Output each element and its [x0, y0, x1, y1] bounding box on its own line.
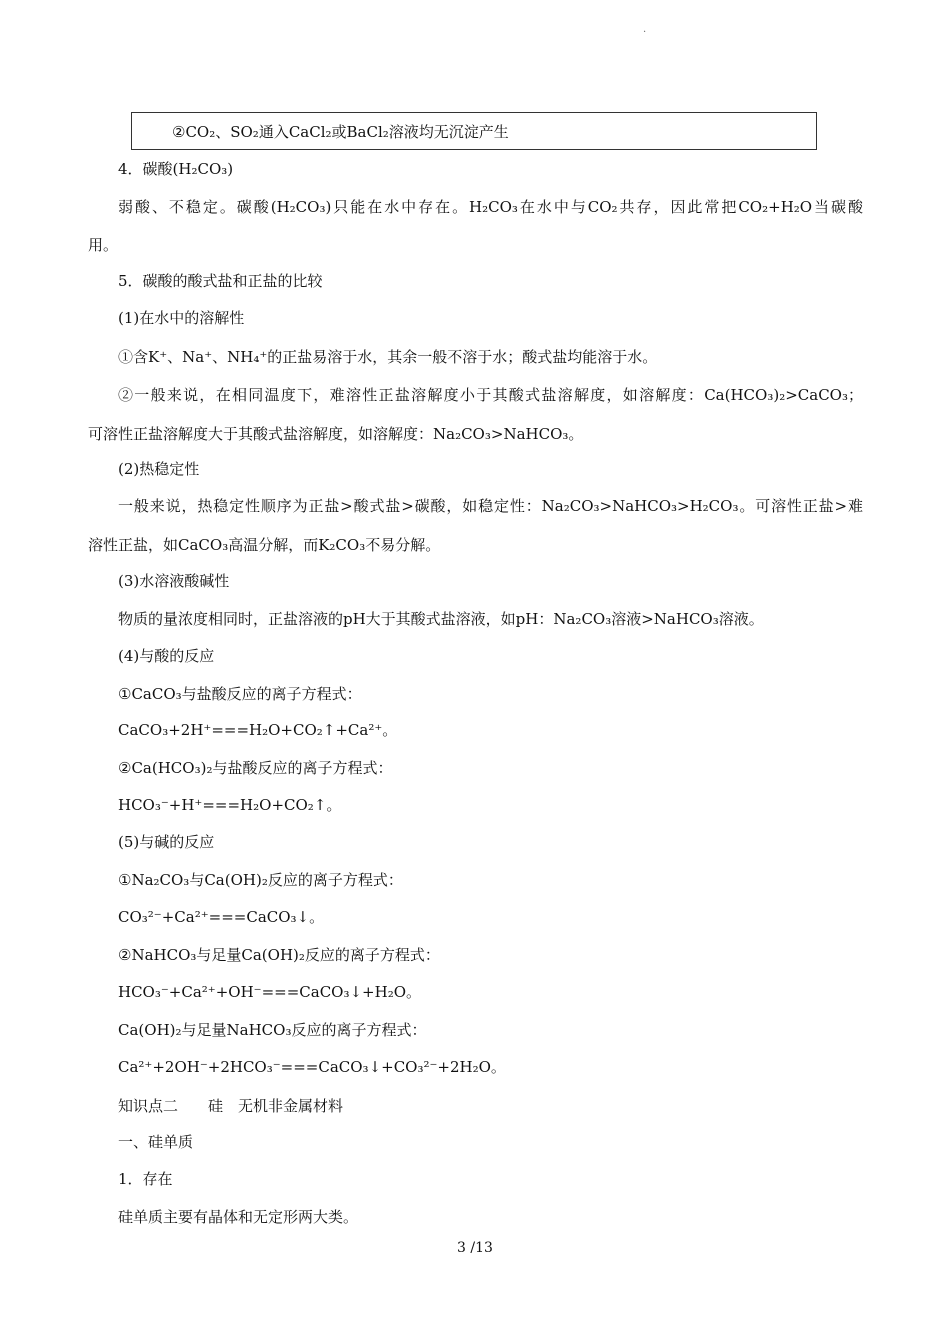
heading-existence: 1．存在	[118, 1170, 173, 1188]
paragraph-line: ②NaHCO₃与足量Ca(OH)₂反应的离子方程式：	[118, 946, 440, 964]
subheading-acidity: (3)水溶液酸碱性	[118, 572, 230, 590]
subheading-thermal-stability: (2)热稳定性	[118, 460, 200, 478]
header-mark: .	[643, 24, 647, 35]
paragraph-line: Ca(OH)₂与足量NaHCO₃反应的离子方程式：	[118, 1021, 427, 1039]
paragraph-line: 硅单质主要有晶体和无定形两大类。	[118, 1208, 359, 1226]
equation-line: Ca²⁺+2OH⁻+2HCO₃⁻===CaCO₃↓+CO₃²⁻+2H₂O。	[118, 1058, 506, 1076]
subheading-acid-reaction: (4)与酸的反应	[118, 647, 215, 665]
note-box-text: ②CO₂、SO₂通入CaCl₂或BaCl₂溶液均无沉淀产生	[172, 123, 509, 141]
heading-knowledge-point-2: 知识点二 硅 无机非金属材料	[118, 1097, 344, 1115]
page-number: 3 /13	[457, 1240, 493, 1256]
equation-line: CaCO₃+2H⁺===H₂O+CO₂↑+Ca²⁺。	[118, 721, 398, 739]
equation-line: HCO₃⁻+Ca²⁺+OH⁻===CaCO₃↓+H₂O。	[118, 983, 422, 1001]
paragraph-line: 物质的量浓度相同时，正盐溶液的pH大于其酸式盐溶液，如pH：Na₂CO₃溶液>NaHCO₃溶液。	[118, 610, 764, 628]
paragraph-line: 用。	[88, 236, 119, 254]
equation-line: CO₃²⁻+Ca²⁺===CaCO₃↓。	[118, 908, 325, 926]
paragraph-line: ①CaCO₃与盐酸反应的离子方程式：	[118, 685, 362, 703]
heading-carbonic-acid: 4．碳酸(H₂CO₃)	[118, 160, 234, 178]
paragraph-line: 可溶性正盐溶解度大于其酸式盐溶解度，如溶解度：Na₂CO₃>NaHCO₃。	[88, 425, 584, 443]
subheading-solubility: (1)在水中的溶解性	[118, 309, 245, 327]
paragraph-line: ①Na₂CO₃与Ca(OH)₂反应的离子方程式：	[118, 871, 403, 889]
equation-line: HCO₃⁻+H⁺===H₂O+CO₂↑。	[118, 796, 342, 814]
note-box	[131, 112, 817, 150]
paragraph-line: 一般来说，热稳定性顺序为正盐>酸式盐>碳酸，如稳定性：Na₂CO₃>NaHCO₃>H₂CO₃。可溶性正盐>难	[118, 497, 863, 515]
subheading-base-reaction: (5)与碱的反应	[118, 833, 215, 851]
paragraph-line: ②一般来说，在相同温度下，难溶性正盐溶解度小于其酸式盐溶解度，如溶解度：Ca(HCO₃)₂>CaCO₃；	[118, 386, 863, 404]
paragraph-line: ①含K⁺、Na⁺、NH₄⁺的正盐易溶于水，其余一般不溶于水；酸式盐均能溶于水。	[118, 348, 658, 366]
paragraph-line: 弱酸、不稳定。碳酸(H₂CO₃)只能在水中存在。H₂CO₃在水中与CO₂共存，因此常把CO₂+H₂O当碳酸	[118, 198, 863, 216]
paragraph-line: ②Ca(HCO₃)₂与盐酸反应的离子方程式：	[118, 759, 393, 777]
paragraph-line: 溶性正盐，如CaCO₃高温分解，而K₂CO₃不易分解。	[88, 536, 441, 554]
heading-silicon-element: 一、硅单质	[118, 1133, 194, 1151]
heading-salt-comparison: 5．碳酸的酸式盐和正盐的比较	[118, 272, 323, 290]
